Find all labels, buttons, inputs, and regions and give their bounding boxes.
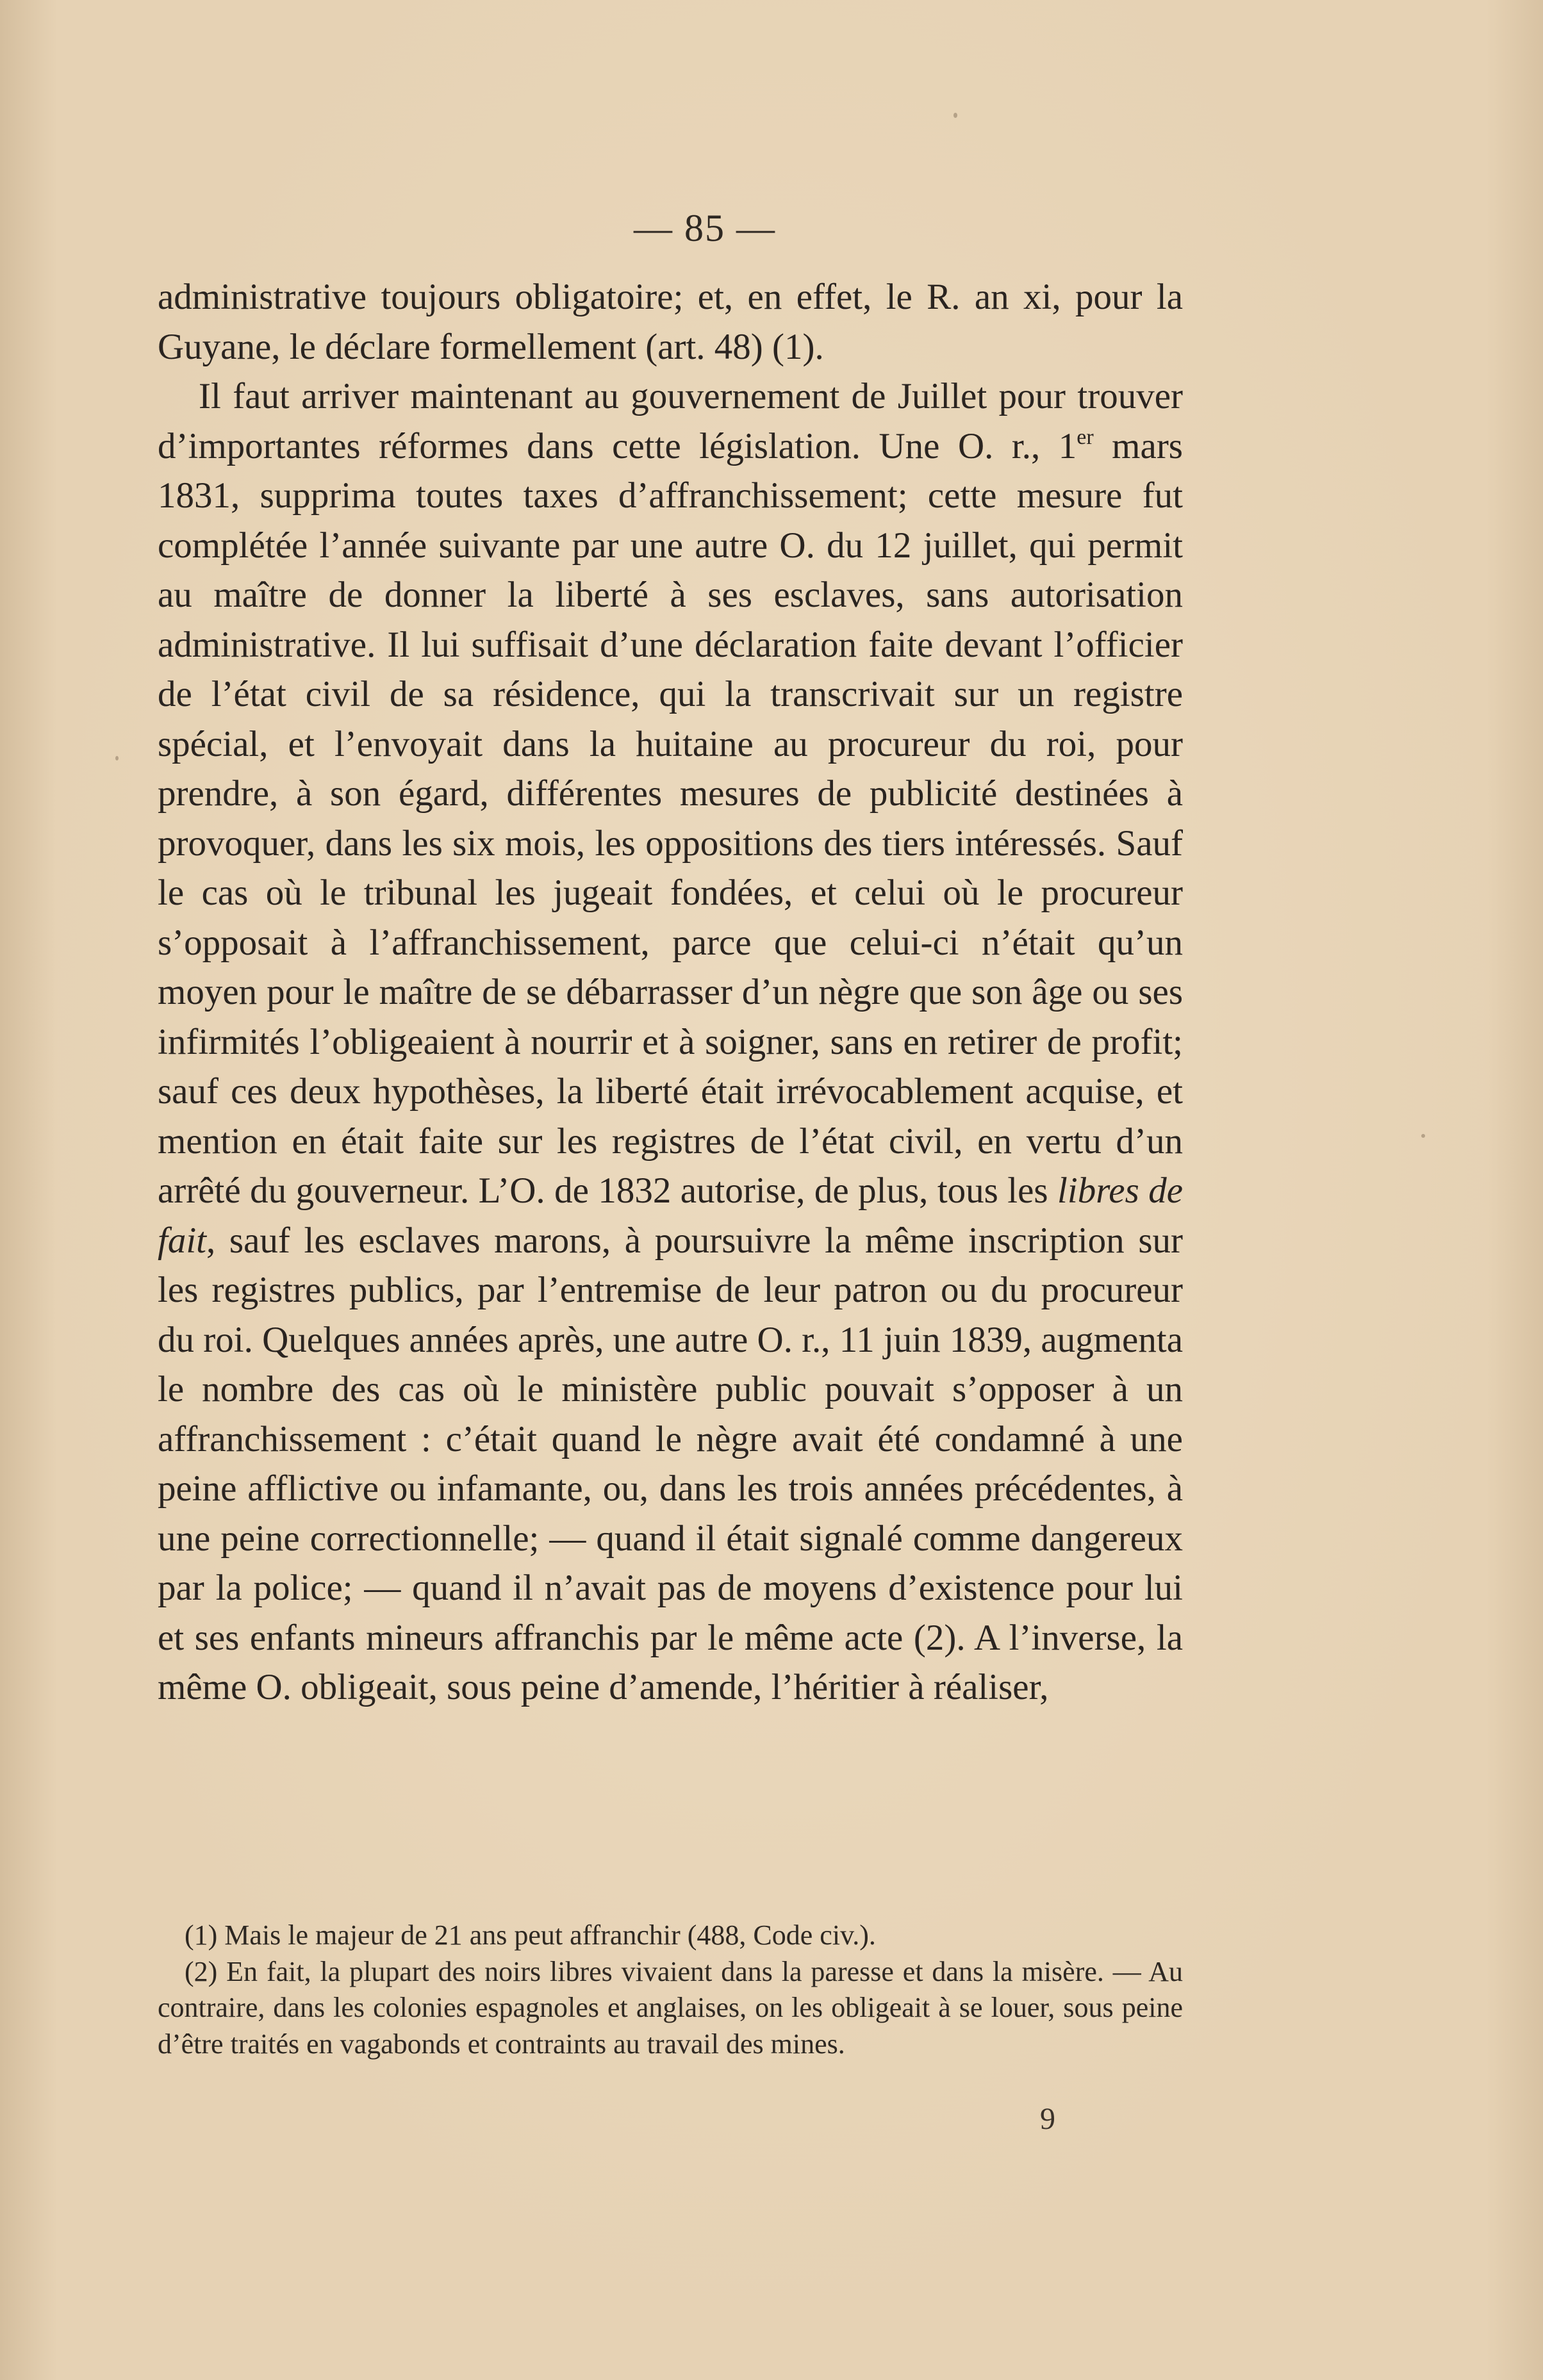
paragraph-2-text-c: , sauf les esclaves marons, à poursuivre la même inscription sur les registres publics, par l’entremise de leur patron ou du procureur du roi. Quelques années après, une autre O. r., 11 juin 1839, augmenta le nombre des cas où le ministère public pouvait s’opposer à un affranchissement : c’était quand le nègre avait été condamné à une peine afflictive ou infamante, ou, dans les trois années précédentes, à une peine correctionnelle; — quand il était signalé comme dangereux par la police; — quand il n’avait pas de moyens d’existence pour lui et ses enfants mineurs affranchis par le même acte (2). A l’inverse, la même O. obligeait, sous peine d’amende, l’héritier à réaliser,	[158, 1220, 1183, 1707]
paper-speck	[115, 756, 119, 760]
footnote-1: (1) Mais le majeur de 21 ans peut affranchir (488, Code civ.).	[185, 1919, 876, 1951]
paper-speck	[1421, 1134, 1425, 1138]
paragraph-2	[158, 372, 1183, 1712]
signature-mark: 9	[1040, 2102, 1055, 2136]
body-text	[158, 272, 1183, 1712]
italic-libres-de-fait: libres de fait	[158, 1170, 1183, 1261]
page-number: — 85 —	[634, 207, 776, 249]
paragraph-2-text-b: mars 1831, supprima toutes taxes d’affranchissement; cette mesure fut complétée l’année suivante par une autre O. du 12 juillet, qui permit au maître de donner la liberté à ses esclaves, sans autorisation administrative. Il lui suffisait d’une déclaration faite devant l’officier de l’état civil de sa résidence, qui la transcrivait sur un registre spécial, et l’envoyait dans la huitaine au procureur du roi, pour prendre, à son égard, différentes mesures de publicité destinées à provoquer, dans les six mois, les oppositions des tiers intéressés. Sauf le cas où le tribunal les jugeait fondées, et celui où le procureur s’opposait à l’affranchissement, parce que celui-ci n’était qu’un moyen pour le maître de se débarrasser d’un nègre que son âge ou ses infirmités l’obligeaient à nourrir et à soigner, sans en retirer de profit; sauf ces deux hypothèses, la liberté était irrévocablement acquise, et mention en était faite sur les registres de l’état civil, en vertu d’un arrêté du gouverneur. L’O. de 1832 autorise, de plus, tous les	[158, 425, 1183, 1211]
paragraph-2-text-a: Il faut arriver maintenant au gouvernement de Juillet pour trouver d’importantes réformes dans cette législation. Une O. r., 1	[158, 376, 1183, 466]
footnotes	[158, 1917, 1183, 2062]
footnote-2: (2) En fait, la plupart des noirs libres vivaient dans la paresse et dans la misère. — Au contraire, dans les colonies espagnoles et anglaises, on les obligeait à se louer, sous peine d’être traités en vagabonds et contraints au travail des mines.	[158, 1955, 1183, 2060]
superscript-er: er	[1077, 425, 1094, 449]
paragraph-1	[158, 272, 1183, 372]
paper-speck	[953, 113, 957, 118]
paragraph-1-text: administrative toujours obligatoire; et, en effet, le R. an xi, pour la Guyane, le déclare formellement (art. 48) (1).	[158, 277, 1183, 367]
